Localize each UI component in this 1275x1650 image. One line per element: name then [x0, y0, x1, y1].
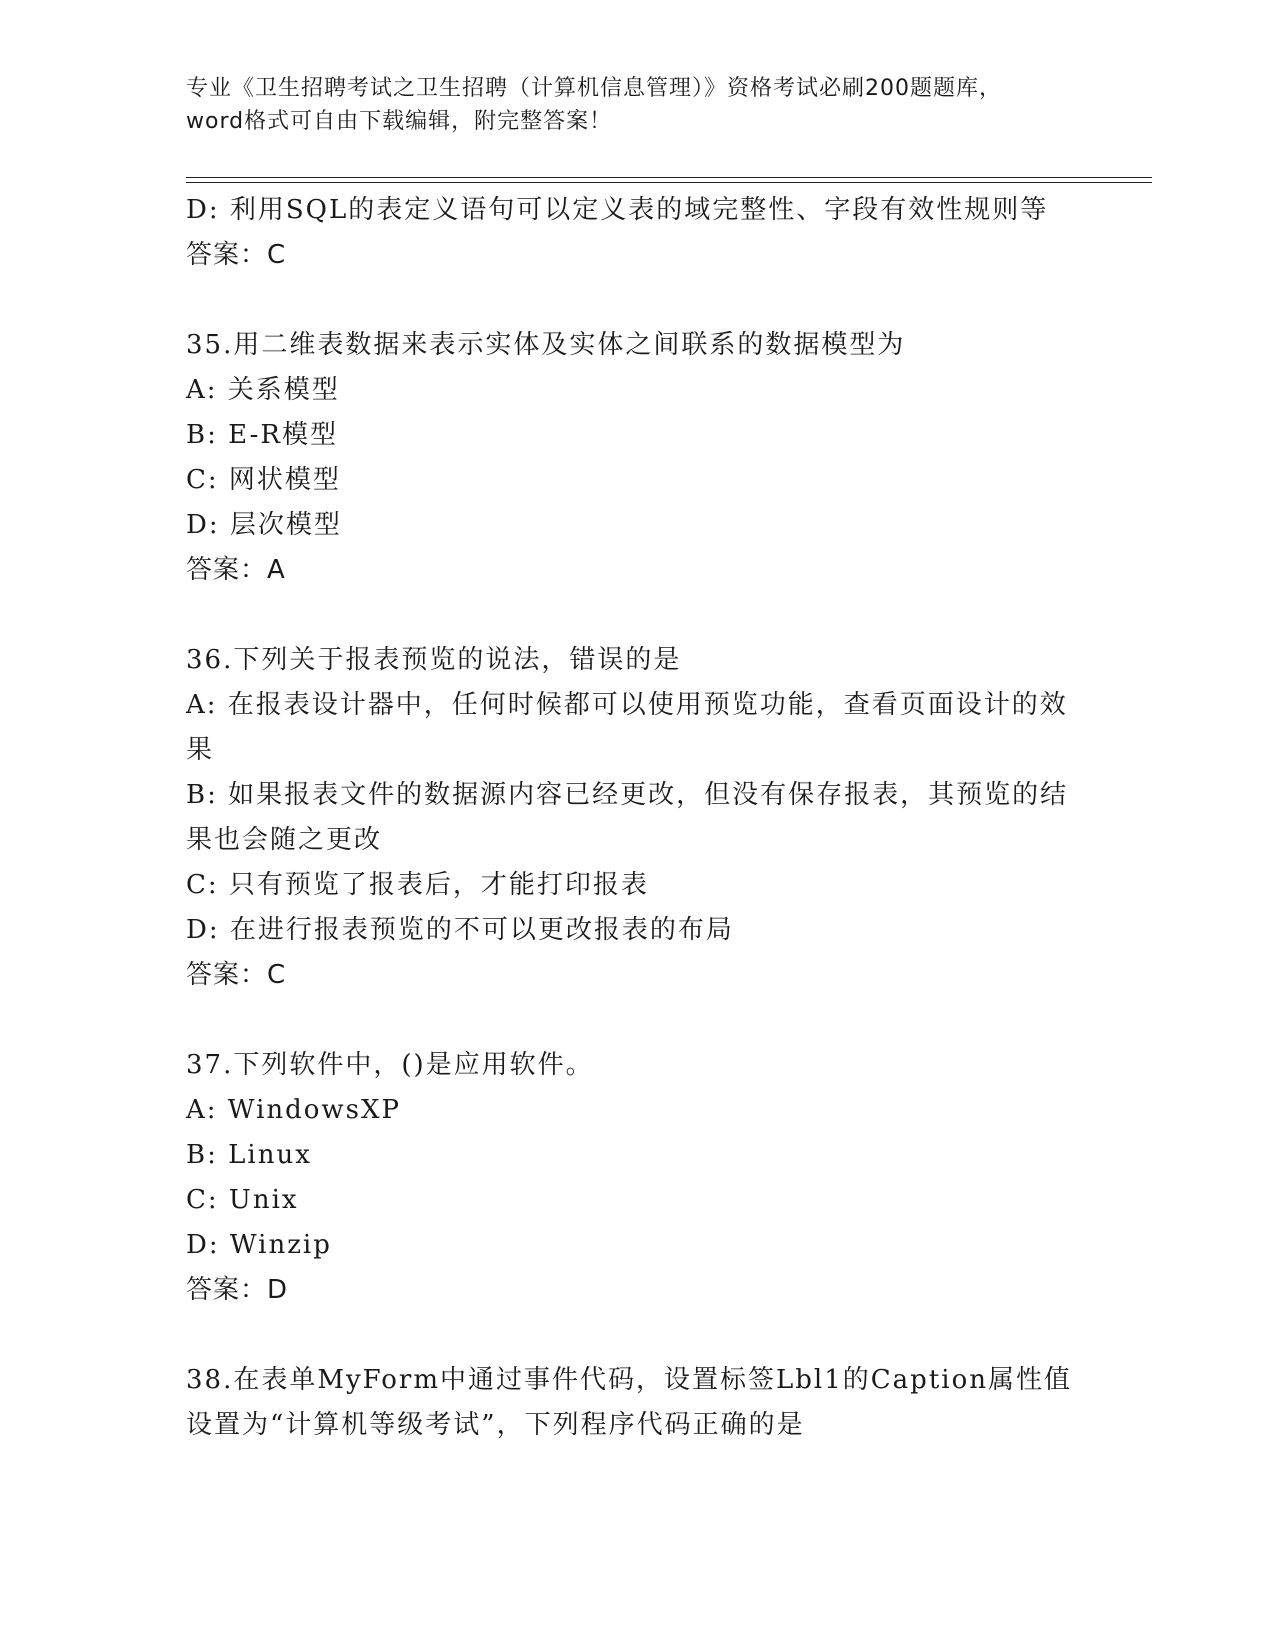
answer: 答案：A — [186, 555, 286, 585]
spacer — [186, 593, 1076, 638]
question-stem: 35.用二维表数据来表示实体及实体之间联系的数据模型为 — [186, 330, 906, 360]
option-d: D: 利用SQL的表定义语句可以定义表的域完整性、字段有效性规则等 — [186, 195, 1049, 225]
option-b: B: 如果报表文件的数据源内容已经更改，但没有保存报表，其预览的结果也会随之更改 — [186, 780, 1069, 855]
option-c: C: 网状模型 — [186, 465, 341, 495]
page-header — [186, 72, 1086, 138]
option-a: A: WindowsXP — [186, 1095, 402, 1125]
option-a: A: 关系模型 — [186, 375, 340, 405]
option-b: B: E-R模型 — [186, 420, 338, 450]
question-content — [186, 188, 1076, 1448]
spacer — [186, 1313, 1076, 1358]
header-divider-bottom — [186, 182, 1152, 183]
question-38 — [186, 1358, 1076, 1448]
question-stem: 38.在表单MyForm中通过事件代码，设置标签Lbl1的Caption属性值设置为“计算机等级考试”，下列程序代码正确的是 — [186, 1365, 1072, 1440]
option-a: A: 在报表设计器中，任何时候都可以使用预览功能，查看页面设计的效果 — [186, 690, 1068, 765]
answer: 答案：C — [186, 960, 287, 990]
option-c: C: 只有预览了报表后，才能打印报表 — [186, 870, 649, 900]
question-stem: 36.下列关于报表预览的说法，错误的是 — [186, 645, 682, 675]
spacer — [186, 278, 1076, 323]
header-line-1: 专业《卫生招聘考试之卫生招聘（计算机信息管理）》资格考试必刷200题题库， — [186, 76, 1002, 101]
question-stem: 37.下列软件中，()是应用软件。 — [186, 1050, 594, 1080]
header-divider-top — [186, 177, 1152, 178]
question-36 — [186, 638, 1076, 998]
option-d: D: 在进行报表预览的不可以更改报表的布局 — [186, 915, 734, 945]
option-b: B: Linux — [186, 1140, 312, 1170]
header-line-2: word格式可自由下载编辑，附完整答案！ — [186, 109, 613, 134]
answer: 答案：D — [186, 1275, 289, 1305]
previous-question-tail — [186, 188, 1076, 278]
question-37 — [186, 1043, 1076, 1313]
option-d: D: 层次模型 — [186, 510, 342, 540]
option-d: D: Winzip — [186, 1230, 332, 1260]
option-c: C: Unix — [186, 1185, 299, 1215]
spacer — [186, 998, 1076, 1043]
answer: 答案：C — [186, 240, 287, 270]
question-35 — [186, 323, 1076, 593]
